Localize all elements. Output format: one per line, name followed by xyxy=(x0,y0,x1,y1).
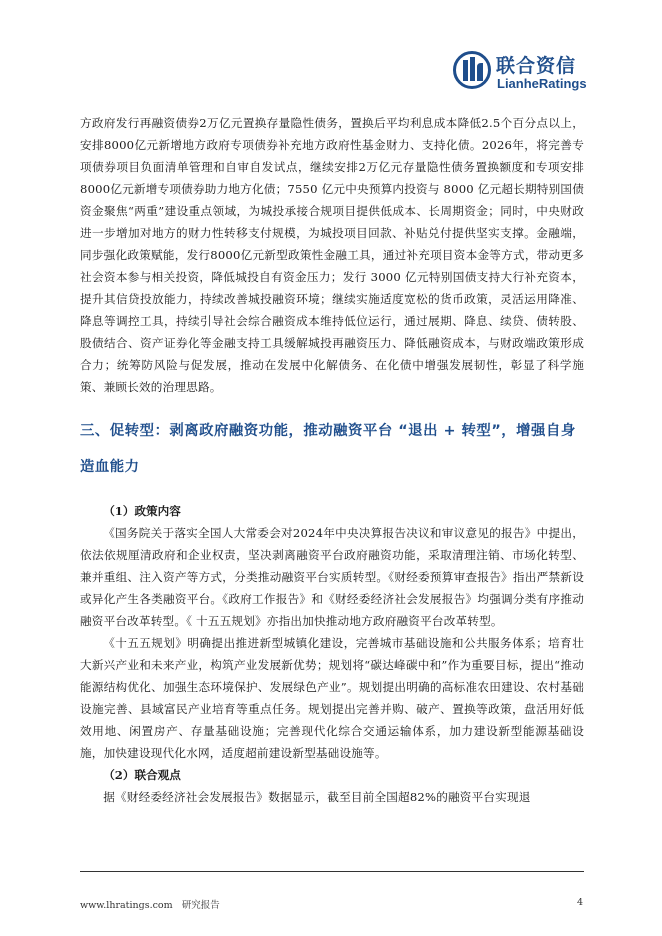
company-logo xyxy=(452,48,612,96)
intro-paragraph: 方政府发行再融资债券2万亿元置换存量隐性债务，置换后平均利息成本降低2.5个百分点以上，安排8000亿元新增地方政府专项债券补充地方政府性基金财力、支持化债。2026年，将完善专项债券项目负面清单管理和自审自发试点，继续安排2万亿元存量隐性债务置换额度和专项安排8000亿元新增专项债券助力地方化债；7550 亿元中央预算内投资与 8000 亿元超长期特别国债资金聚焦“两重”建设重点领域，为城投承接合规项目提供低成本、长周期资金；同时，中央财政进一步增加对地方的财力性转移支付规模，为城投项目回款、补贴兑付提供坚实支撑。金融端，同步强化政策赋能，发行8000亿元新型政策性金融工具，通过补充项目资本金等方式，带动更多社会资本参与相关投资，降低城投自有资金压力；发行 3000 亿元特别国债支持大行补充资本，提升其信贷投放能力，持续改善城投融资环境；继续实施适度宽松的货币政策，灵活运用降准、降息等调控工具，持续引导社会综合融资成本维持低位运行，通过展期、降息、续贷、债转股、股债结合、资产证券化等金融支持工具缓解城投再融资压力、降低融资成本，与财政端政策形成合力；统筹防风险与促发展，推动在发展中化解债务、在化债中增强发展韧性，彰显了科学施策、兼顾长效的治理思路。 xyxy=(80,116,584,394)
viewpoint-paragraph-1: 据《财经委经济社会发展报告》数据显示，截至目前全国超82%的融资平台实现退 xyxy=(103,790,531,804)
footer-report-type: 研究报告 xyxy=(181,900,220,911)
subsection-title-policy: （1）政策内容 xyxy=(103,504,181,518)
policy-paragraph-2: 《十五五规划》明确提出推进新型城镇化建设，完善城市基础设施和公共服务体系；培育壮大新兴产业和未来产业，构筑产业发展新优势；规划将“碳达峰碳中和”作为重要目标，提出“推动能源结构优化、加强生态环境保护、发展绿色产业”。规划提出明确的高标准农田建设、农村基础设施完善、县域富民产业培育等重点任务。规划提出完善并购、破产、置换等政策，盘活用好低效用地、闲置房产、存量基础设施；完善现代化综合交通运输体系，加力建设新型能源基础设施，加快建设现代化水网，适度超前建设新型基础设施等。 xyxy=(80,636,584,760)
footer-divider xyxy=(80,871,584,872)
policy-paragraph-1: 《国务院关于落实全国人大常委会对2024年中央决算报告决议和审议意见的报告》中提出，依法依规厘清政府和企业权责，坚决剥离融资平台政府融资功能，采取清理注销、市场化转型、兼并重组、注入资产等方式，分类推动融资平台实质转型。《财经委预算审查报告》指出严禁新设或异化产生各类融资平台。《政府工作报告》和《财经委经济社会发展报告》均强调分类有序推动融资平台改革转型。《 十五五规划》亦指出加快推动地方政府融资平台改革转型。 xyxy=(80,526,584,628)
page-number: 4 xyxy=(577,897,584,908)
section-title: 三、促转型：剥离政府融资功能，推动融资平台 “退出 + 转型”，增强自身造血能力 xyxy=(80,423,576,475)
document-body xyxy=(80,112,584,808)
footer-website-link[interactable]: www.lhratings.com xyxy=(80,900,173,911)
footer-source xyxy=(80,897,220,911)
logo-chinese-name: 联合资信 xyxy=(496,55,577,77)
lianhe-logo-icon xyxy=(452,50,492,90)
logo-english-name: LianheRatings xyxy=(497,76,587,91)
subsection-title-viewpoint: （2）联合观点 xyxy=(103,768,181,782)
